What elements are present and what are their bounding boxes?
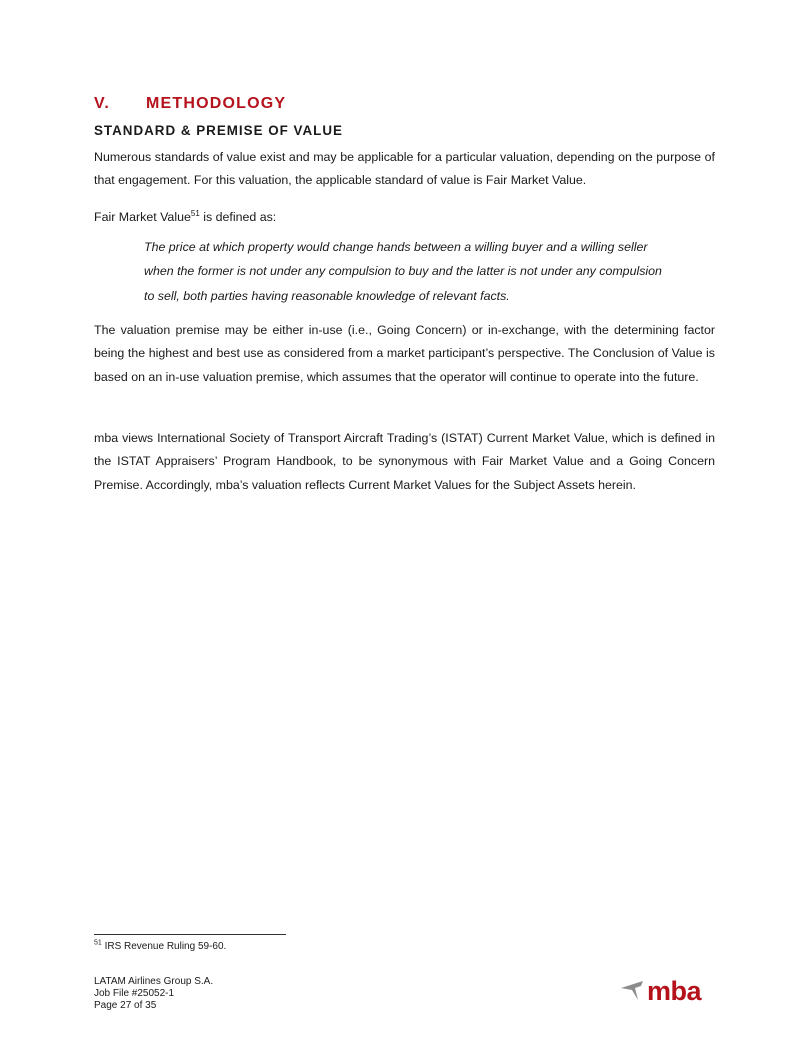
section-heading (94, 95, 286, 113)
paragraph-standards: Numerous standards of value exist and may be applicable for a particular valuation, depending on the purpose of that engagement. For this valuation, the applicable standard of value is Fair Market Value. (94, 150, 715, 188)
footnote (94, 941, 226, 952)
footnote-divider (94, 934, 286, 935)
subheading: STANDARD & PREMISE OF VALUE (94, 123, 343, 138)
paragraph-istat: mba views International Society of Transport Aircraft Trading’s (ISTAT) Current Market Value, which is defined in the ISTAT Appraisers’ Program Handbook, to be synonymous with Fair Market Value and a Going Concern Premise. Accordingly, mba’s valuation reflects Current Market Values for the Subject Assets herein. (94, 431, 715, 492)
section-number: V. (94, 95, 111, 112)
logo-text: mba (647, 978, 702, 1004)
footer-page-number: Page 27 of 35 (94, 1000, 157, 1011)
fmv-definition-quote: The price at which property would change hands between a willing buyer and a willing seller when the former is not under any compulsion to buy and the latter is not under any compulsion to sell, both parties having reasonable knowledge of relevant facts. (144, 240, 662, 303)
paragraph-premise: The valuation premise may be either in-use (i.e., Going Concern) or in-exchange, with the determining factor being the highest and best use as considered from a market participant’s perspective. The Conclusion of Value is based on an in-use valuation premise, which assumes that the operator will continue to operate into the future. (94, 323, 715, 384)
footnote-text: IRS Revenue Ruling 59-60. (101, 941, 227, 952)
section-title: METHODOLOGY (146, 95, 287, 112)
footer-job-file: Job File #25052-1 (94, 988, 175, 999)
mba-logo (621, 978, 717, 1004)
footer-company: LATAM Airlines Group S.A. (94, 976, 214, 987)
footnote-reference: 51 (190, 208, 200, 218)
logo-arrow-mark (621, 981, 643, 1000)
paragraph-fmv-intro (94, 206, 715, 229)
footnote-number: 51 (94, 939, 102, 947)
page-footer (94, 976, 213, 1012)
fmv-term: Fair Market Value (94, 210, 191, 224)
fmv-tail: is defined as: (199, 210, 277, 224)
